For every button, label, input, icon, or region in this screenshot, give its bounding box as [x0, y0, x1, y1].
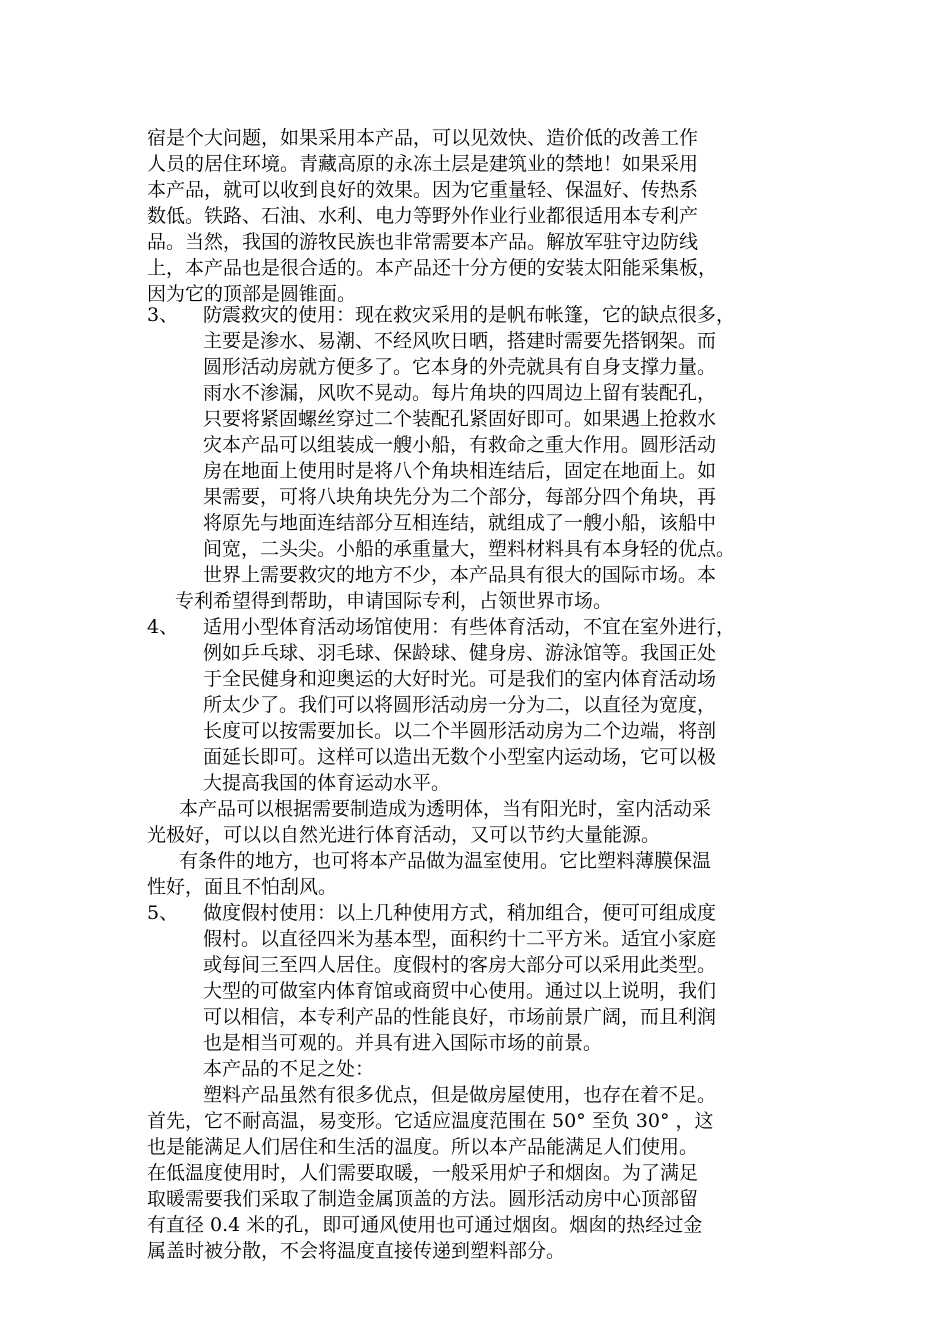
text-line: 专利希望得到帮助，申请国际专利，占领世界市场。: [175, 590, 613, 612]
text-line: 将原先与地面连结部分互相连结，就组成了一艘小船，该船中: [203, 512, 717, 534]
text-line: 所太少了。我们可以将圆形活动房一分为二，以直径为宽度，: [203, 694, 717, 716]
text-line: 因为它的顶部是圆锥面。: [147, 283, 357, 305]
text-line: 有直径 0.4 米的孔，即可通风使用也可通过烟囱。烟囱的热经过金: [147, 1214, 703, 1236]
text-line: 房在地面上使用时是将八个角块相连结后，固定在地面上。如: [203, 460, 717, 482]
text-line: 主要是渗水、易潮、不经风吹日晒，搭建时需要先搭钢架。而: [203, 330, 717, 352]
text-line: 面延长即可。这样可以造出无数个小型室内运动场，它可以极: [203, 746, 717, 768]
text-line: 间宽，二头尖。小船的承重量大，塑料材料具有本身轻的优点。: [203, 538, 736, 560]
text-line: 取暖需要我们采取了制造金属顶盖的方法。圆形活动房中心顶部留: [147, 1188, 699, 1210]
text-line: 假村。以直径四米为基本型，面积约十二平方米。适宜小家庭: [203, 928, 717, 950]
text-line: 大提高我国的体育运动水平。: [203, 772, 451, 794]
text-line: 上，本产品也是很合适的。本产品还十分方便的安装太阳能采集板，: [147, 257, 718, 279]
text-line: 本产品的不足之处：: [203, 1058, 375, 1080]
list-number: 5、: [147, 902, 179, 924]
text-line: 灾本产品可以组装成一艘小船，有救命之重大作用。圆形活动: [203, 434, 717, 456]
text-line: 数低。铁路、石油、水利、电力等野外作业行业都很适用本专利产: [147, 205, 699, 227]
text-line: 人员的居住环境。青藏高原的永冻土层是建筑业的禁地！如果采用: [147, 153, 699, 175]
text-line: 本产品可以根据需要制造成为透明体，当有阳光时，室内活动采: [179, 798, 712, 820]
text-line: 长度可以按需要加长。以二个半圆形活动房为二个边端，将剖: [203, 720, 717, 742]
text-line: 在低温度使用时，人们需要取暖，一般采用炉子和烟囱。为了满足: [147, 1162, 699, 1184]
text-line: 本产品，就可以收到良好的效果。因为它重量轻、保温好、传热系: [147, 179, 699, 201]
text-line: 做度假村使用：以上几种使用方式，稍加组合，便可可组成度: [203, 902, 717, 924]
text-line: 性好，面且不怕刮风。: [147, 876, 338, 898]
text-line: 塑料产品虽然有很多优点，但是做房屋使用，也存在着不足。: [203, 1084, 717, 1106]
text-line: 或每间三至四人居住。度假村的客房大部分可以采用此类型。: [203, 954, 717, 976]
list-number: 4、: [147, 616, 179, 638]
text-line: 雨水不渗漏，风吹不晃动。每片角块的四周边上留有装配孔，: [203, 382, 717, 404]
text-line: 属盖时被分散，不会将温度直接传递到塑料部分。: [147, 1240, 566, 1262]
text-line: 品。当然，我国的游牧民族也非常需要本产品。解放军驻守边防线: [147, 231, 699, 253]
text-line: 大型的可做室内体育馆或商贸中心使用。通过以上说明，我们: [203, 980, 717, 1002]
text-line: 首先，它不耐高温，易变形。它适应温度范围在 50° 至负 30° ，这: [147, 1110, 714, 1132]
list-number: 3、: [147, 304, 179, 326]
text-line: 例如乒乓球、羽毛球、保龄球、健身房、游泳馆等。我国正处: [203, 642, 717, 664]
text-line: 可以相信，本专利产品的性能良好，市场前景广阔，而且利润: [203, 1006, 717, 1028]
text-line: 世界上需要救灾的地方不少，本产品具有很大的国际市场。本: [203, 564, 717, 586]
text-line: 只要将紧固螺丝穿过二个装配孔紧固好即可。如果遇上抢救水: [203, 408, 717, 430]
text-line: 也是能满足人们居住和生活的温度。所以本产品能满足人们使用。: [147, 1136, 699, 1158]
text-line: 圆形活动房就方便多了。它本身的外壳就具有自身支撑力量。: [203, 356, 717, 378]
text-line: 光极好，可以以自然光进行体育活动，又可以节约大量能源。: [147, 824, 661, 846]
text-line: 宿是个大问题，如果采用本产品，可以见效快、造价低的改善工作: [147, 127, 699, 149]
text-line: 适用小型体育活动场馆使用：有些体育活动，不宜在室外进行，: [203, 616, 736, 638]
text-line: 也是相当可观的。并具有进入国际市场的前景。: [203, 1032, 603, 1054]
text-line: 果需要，可将八块角块先分为二个部分，每部分四个角块，再: [203, 486, 717, 508]
text-line: 防震救灾的使用：现在救灾采用的是帆布帐篷，它的缺点很多，: [203, 304, 736, 326]
text-line: 有条件的地方，也可将本产品做为温室使用。它比塑料薄膜保温: [179, 850, 712, 872]
text-line: 于全民健身和迎奥运的大好时光。可是我们的室内体育活动场: [203, 668, 717, 690]
